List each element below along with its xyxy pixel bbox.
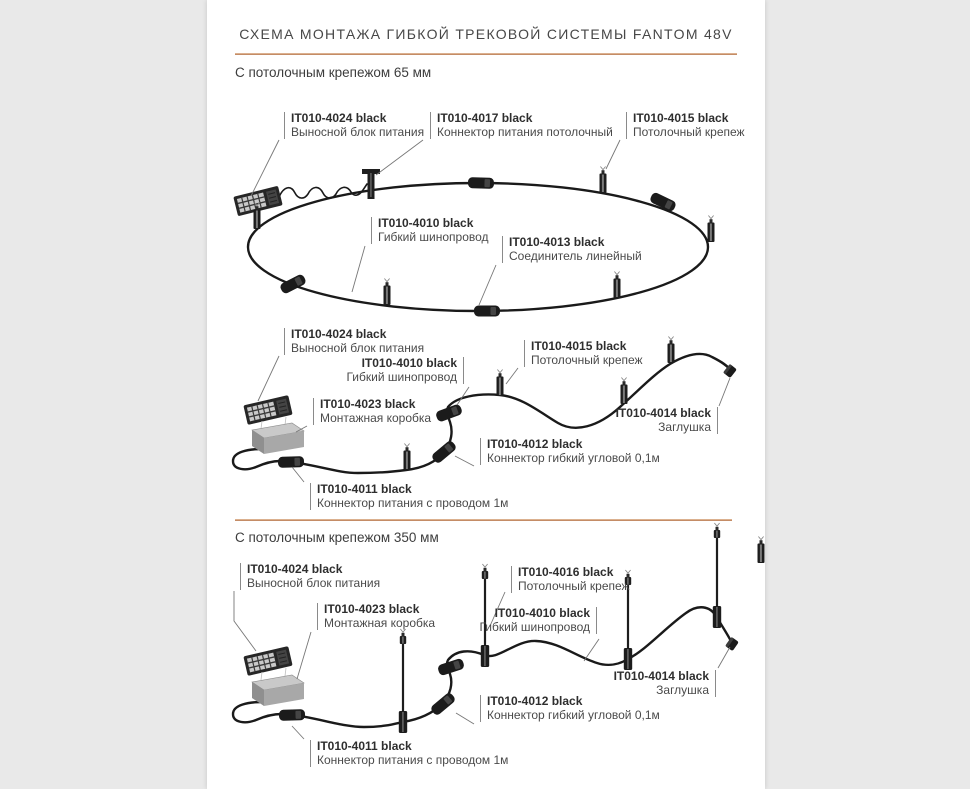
part-description: Потолочный крепеж [633, 124, 745, 139]
power-connector-icon [279, 709, 305, 721]
leader-line [292, 726, 304, 739]
ceiling-mount-icon [621, 378, 628, 405]
label-it010-4011 [310, 740, 508, 767]
label-it010-4013 [502, 236, 642, 263]
label-it010-4010 [479, 607, 597, 634]
power-connector-icon [278, 456, 304, 468]
page-title: СХЕМА МОНТАЖА ГИБКОЙ ТРЕКОВОЙ СИСТЕМЫ FANTOM 48V [239, 26, 733, 42]
label-it010-4014 [614, 670, 716, 697]
rod-track-coupler-icon [481, 645, 489, 667]
label-it010-4012 [480, 438, 660, 465]
part-description: Коннектор гибкий угловой 0,1м [487, 707, 660, 722]
leader-line [479, 265, 496, 305]
ceiling-mount-icon [384, 279, 391, 306]
leader-line [292, 467, 304, 482]
label-it010-4023 [317, 603, 435, 630]
corner-connector-icon [431, 439, 458, 464]
linear-connector-icon [468, 177, 494, 189]
label-it010-4016 [511, 566, 630, 593]
part-code: IT010-4015 black [633, 111, 729, 125]
leader-line [719, 378, 730, 406]
part-description: Соединитель линейный [509, 248, 642, 263]
leader-line [506, 368, 518, 384]
label-it010-4014 [616, 407, 718, 434]
label-it010-4015 [524, 340, 643, 367]
assembly-guide-line [261, 421, 262, 429]
section-heading-65mm: С потолочным крепежом 65 мм [235, 65, 432, 80]
part-code: IT010-4024 black [291, 111, 387, 125]
ceiling-mount-icon [614, 272, 621, 299]
part-code: IT010-4023 black [324, 602, 420, 616]
label-it010-4010 [346, 357, 464, 384]
section-heading-350mm: С потолочным крепежом 350 мм [235, 530, 439, 545]
label-it010-4023 [313, 398, 431, 425]
ceiling-mount-icon [668, 337, 675, 364]
part-code: IT010-4010 black [494, 606, 590, 620]
part-description: Коннектор питания потолочный [437, 124, 613, 139]
part-code: IT010-4017 black [437, 111, 533, 125]
ceiling-mount-icon [497, 370, 504, 397]
part-code: IT010-4015 black [531, 339, 627, 353]
corner-connector-icon [430, 691, 457, 716]
leader-line [606, 140, 620, 169]
part-code: IT010-4011 black [317, 482, 412, 496]
part-description: Монтажная коробка [320, 410, 432, 425]
label-it010-4024 [284, 112, 424, 139]
mounting-box-icon [252, 675, 304, 706]
rod-track-coupler-icon [399, 711, 407, 733]
part-description: Коннектор питания с проводом 1м [317, 752, 509, 767]
assembly-guide-line [285, 668, 286, 676]
leader-line [376, 140, 423, 175]
leader-line [718, 647, 730, 668]
part-code: IT010-4014 black [615, 406, 711, 420]
leader-line [455, 456, 474, 466]
part-code: IT010-4014 black [613, 669, 709, 683]
rod-track-coupler-icon [624, 648, 632, 670]
part-description: Заглушка [658, 419, 711, 434]
ceiling-rod-top-icon [482, 564, 488, 579]
part-description: Коннектор гибкий угловой 0,1м [487, 450, 660, 465]
ceiling-rod-top-icon [400, 629, 406, 644]
part-code: IT010-4016 black [518, 565, 614, 579]
part-description: Потолочный крепеж [518, 578, 630, 593]
part-description: Монтажная коробка [324, 615, 436, 630]
rod-track-coupler-icon [713, 606, 721, 628]
ceiling-mount-icon [708, 216, 715, 243]
part-description: Гибкий шинопровод [479, 619, 590, 634]
linear-connector-icon [279, 273, 307, 295]
part-code: IT010-4013 black [509, 235, 605, 249]
label-it010-4015 [626, 112, 745, 139]
part-description: Выносной блок питания [247, 575, 381, 590]
assembly-guide-line [261, 672, 262, 680]
part-description: Потолочный крепеж [531, 352, 643, 367]
part-code: IT010-4024 black [291, 327, 387, 341]
label-it010-4017 [430, 112, 613, 139]
leader-line [297, 632, 311, 679]
end-cap-icon [725, 637, 739, 651]
ceiling-mount-icon [404, 444, 411, 471]
ceiling-rod-top-icon [714, 523, 720, 538]
part-description: Гибкий шинопровод [378, 229, 489, 244]
linear-connector-icon [474, 306, 500, 317]
leader-line [234, 591, 256, 651]
part-description: Гибкий шинопровод [346, 369, 457, 384]
label-it010-4024 [240, 563, 380, 590]
part-description: Заглушка [656, 682, 709, 697]
mounting-box-icon [252, 423, 304, 454]
part-code: IT010-4023 black [320, 397, 416, 411]
leader-line [584, 639, 599, 661]
part-code: IT010-4011 black [317, 739, 412, 753]
part-code: IT010-4010 black [361, 356, 457, 370]
spare-rod-icon [758, 537, 765, 564]
label-it010-4011 [310, 483, 508, 510]
leader-line [456, 713, 474, 724]
power-cord-squiggle [279, 184, 367, 198]
part-code: IT010-4010 black [378, 216, 474, 230]
leader-line [352, 246, 365, 292]
label-it010-4024 [284, 328, 424, 355]
leader-line [258, 356, 279, 401]
part-description: Выносной блок питания [291, 124, 425, 139]
part-code: IT010-4012 black [487, 437, 583, 451]
part-code: IT010-4012 black [487, 694, 583, 708]
part-code: IT010-4024 black [247, 562, 343, 576]
part-description: Выносной блок питания [291, 340, 425, 355]
part-description: Коннектор питания с проводом 1м [317, 495, 509, 510]
ceiling-mount-icon [600, 167, 607, 194]
label-it010-4010 [371, 217, 489, 244]
label-it010-4012 [480, 695, 660, 722]
